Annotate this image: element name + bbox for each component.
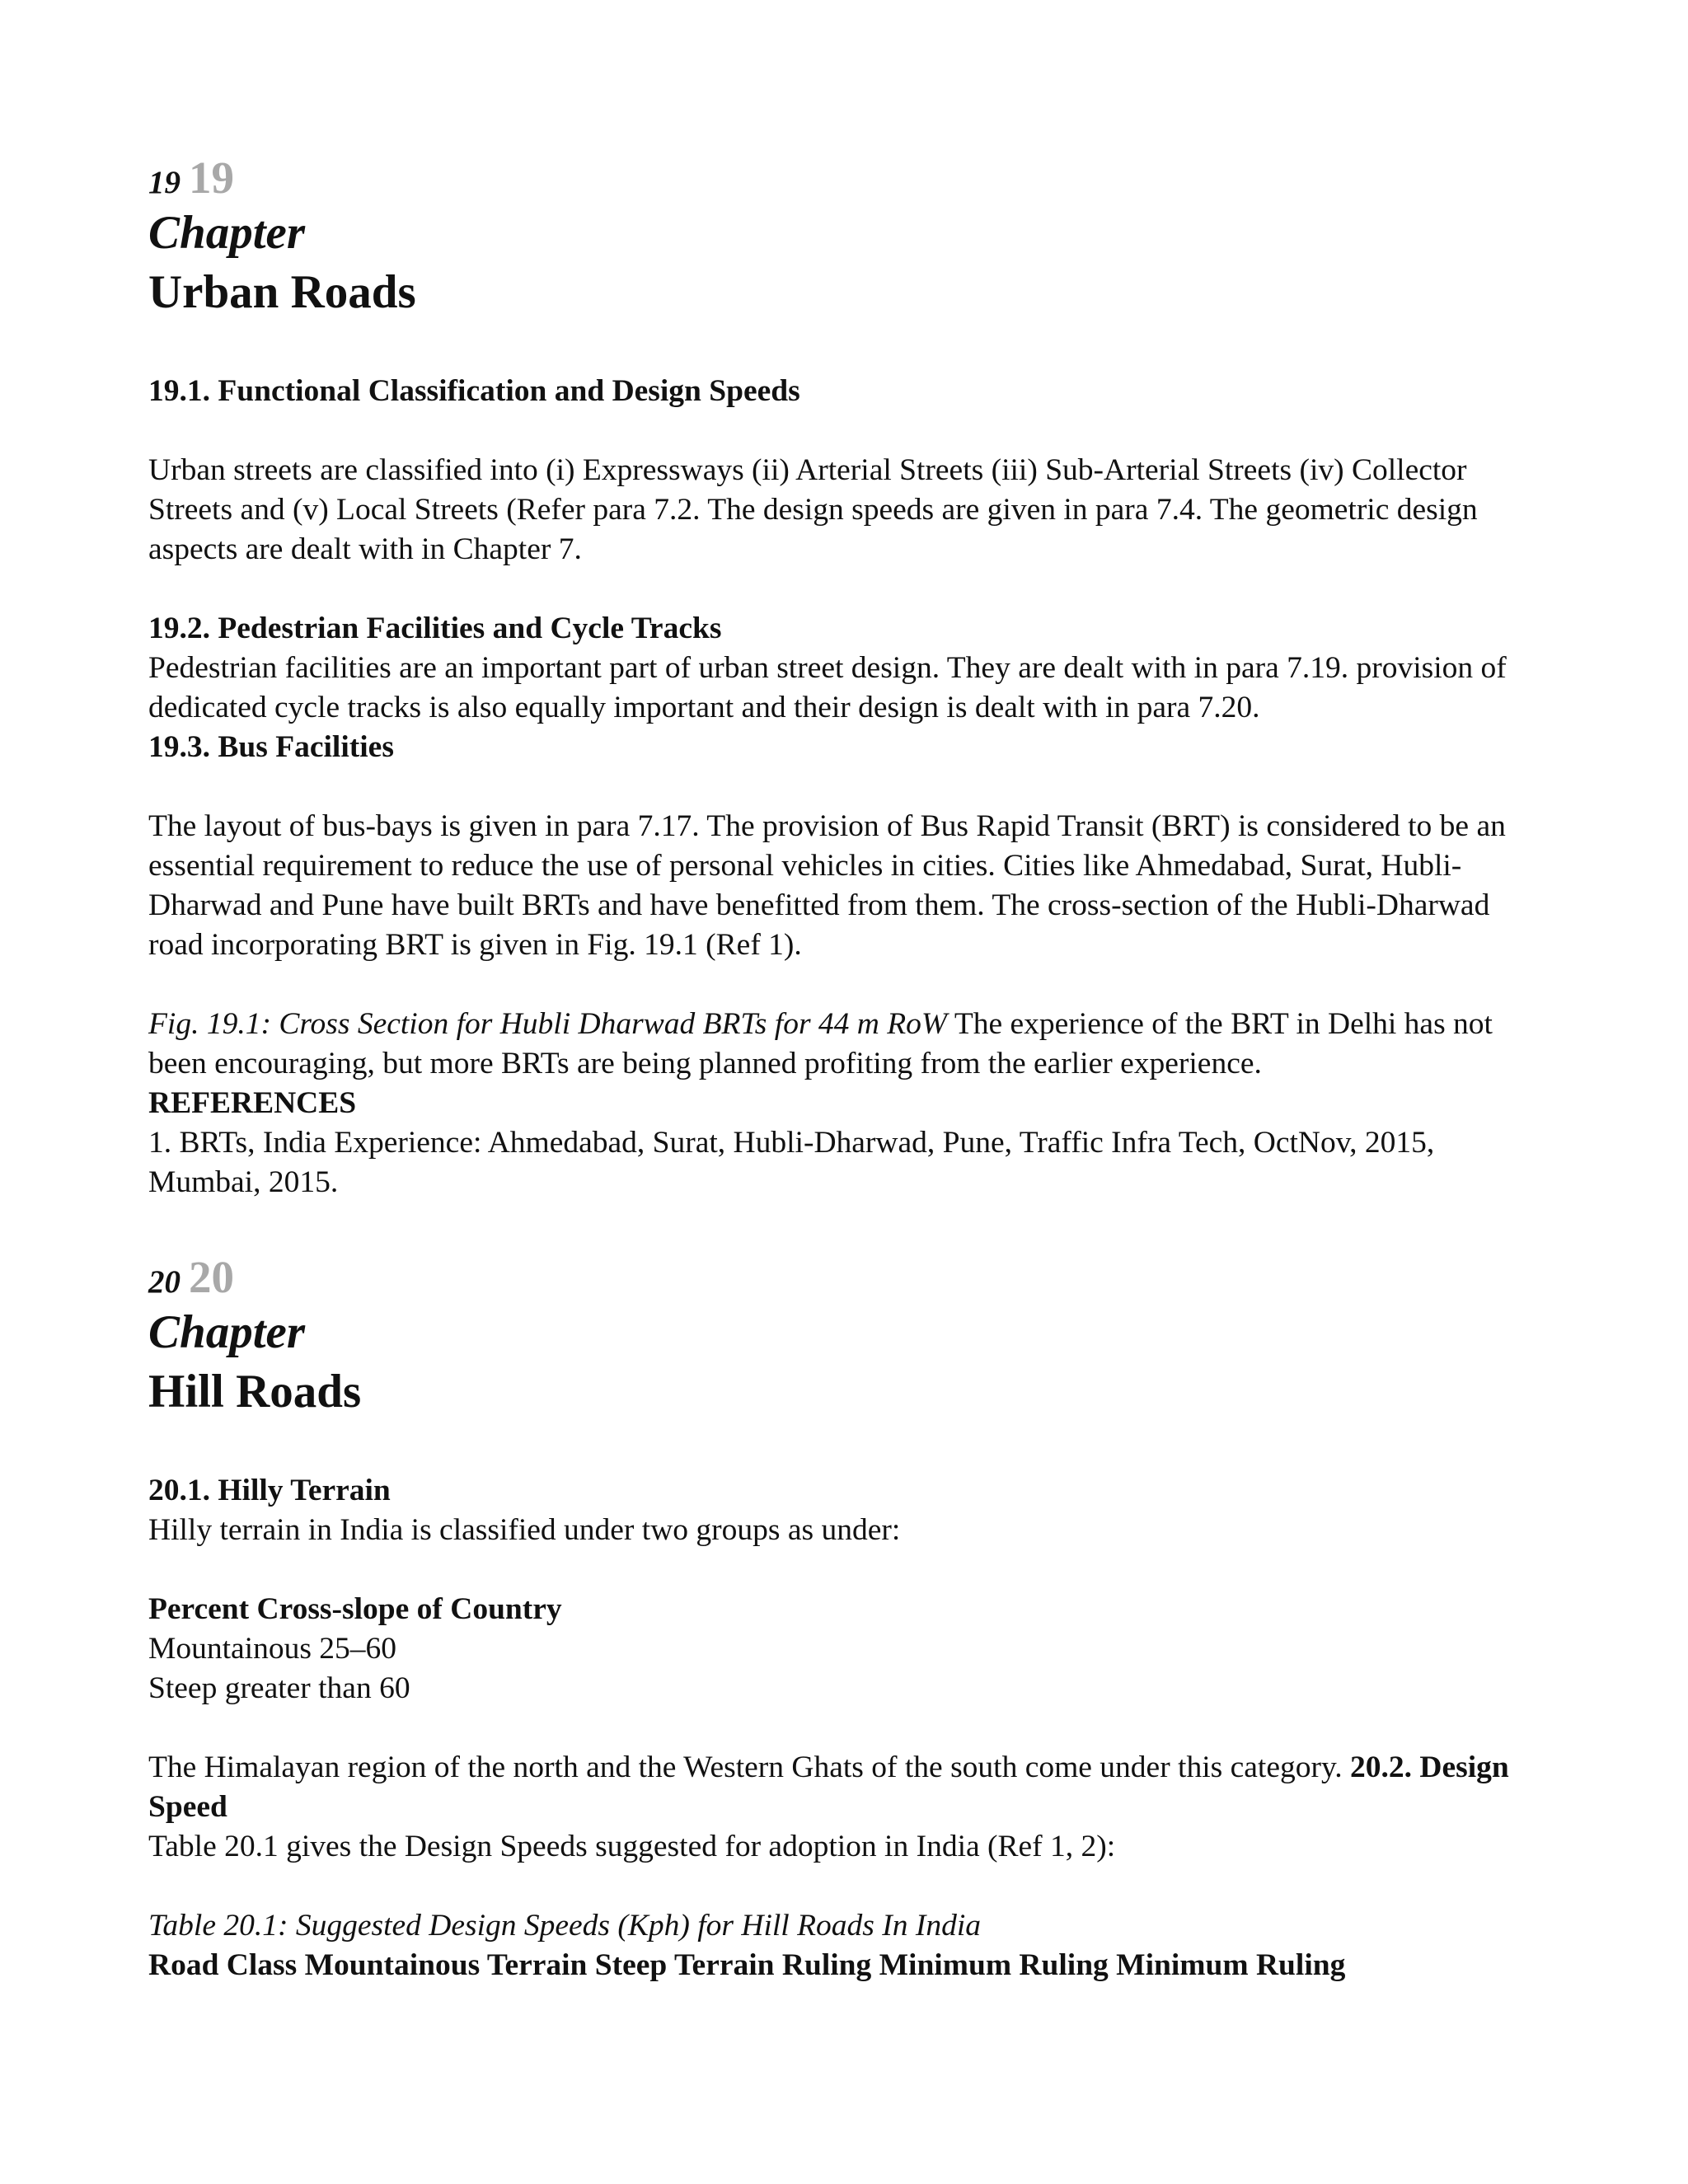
- section-body: The layout of bus-bays is given in para 7.17. The provision of Bus Rapid Transit (BRT) is considered to be an essential requirement to reduce the use of personal vehicles in cities. Cities like Ahmedabad, Surat, Hubli-Dharwad and Pune have built BRTs and have benefitted from them. The cross-section of the Hubli-Dharwad road incorporating BRT is given in Fig. 19.1 (Ref 1).: [148, 809, 1506, 962]
- figure-paragraph: [148, 1005, 1533, 1084]
- chapter-number-grey: 19: [189, 152, 234, 203]
- slope-row: Mountainous 25–60: [148, 1632, 397, 1666]
- chapter-title: Hill Roads: [148, 1366, 362, 1418]
- figure-follow-text: The experience of the BRT in Delhi has not been encouraging, but more BRTs are being planned profiting from the earlier experience.: [148, 1007, 1493, 1080]
- section-heading: 19.1. Functional Classification and Design Speeds: [148, 374, 800, 408]
- figure-caption: Fig. 19.1: Cross Section for Hubli Dharwad BRTs for 44 m RoW: [148, 1007, 948, 1041]
- section-heading: 20.2. Design Speed: [148, 1750, 1509, 1824]
- chapter-label: Chapter: [148, 1306, 306, 1358]
- chapter-20-number: [148, 1252, 1533, 1303]
- table-header-row: Road Class Mountainous Terrain Steep Terrain Ruling Minimum Ruling Minimum Ruling: [148, 1948, 1346, 1982]
- chapter-label: Chapter: [148, 207, 306, 259]
- slope-row: Steep greater than 60: [148, 1671, 410, 1705]
- references-heading: REFERENCES: [148, 1086, 357, 1120]
- section-body: Table 20.1 gives the Design Speeds suggested for adoption in India (Ref 1, 2):: [148, 1830, 1116, 1863]
- slope-heading: Percent Cross-slope of Country: [148, 1592, 562, 1626]
- chapter-number-italic: 19: [148, 165, 181, 200]
- chapter-title: Urban Roads: [148, 266, 416, 318]
- chapter-number-grey: 20: [189, 1252, 234, 1302]
- document-page: [148, 152, 1533, 1985]
- section-body: Urban streets are classified into (i) Expressways (ii) Arterial Streets (iii) Sub-Arterial Streets (iv) Collector Streets and (v) Local Streets (Refer para 7.2. The design speeds are given in para 7.4. The geometric design aspects are dealt with in Chapter 7.: [148, 453, 1478, 566]
- table-caption: Table 20.1: Suggested Design Speeds (Kph) for Hill Roads In India: [148, 1909, 981, 1943]
- section-body: Pedestrian facilities are an important part of urban street design. They are dealt with in para 7.19. provision of dedicated cycle tracks is also equally important and their design is dealt with in para 7.20.: [148, 651, 1507, 724]
- section-heading: 20.1. Hilly Terrain: [148, 1474, 391, 1507]
- chapter-number-italic: 20: [148, 1264, 181, 1300]
- section-heading: 19.3. Bus Facilities: [148, 730, 394, 764]
- section-body: Hilly terrain in India is classified under two groups as under:: [148, 1513, 901, 1547]
- chapter-19-number: [148, 152, 1533, 204]
- region-paragraph: [148, 1748, 1533, 1827]
- region-text: The Himalayan region of the north and the Western Ghats of the south come under this category.: [148, 1750, 1351, 1784]
- reference-item: 1. BRTs, India Experience: Ahmedabad, Surat, Hubli-Dharwad, Pune, Traffic Infra Tech, OctNov, 2015, Mumbai, 2015.: [148, 1126, 1435, 1199]
- section-heading: 19.2. Pedestrian Facilities and Cycle Tracks: [148, 612, 722, 645]
